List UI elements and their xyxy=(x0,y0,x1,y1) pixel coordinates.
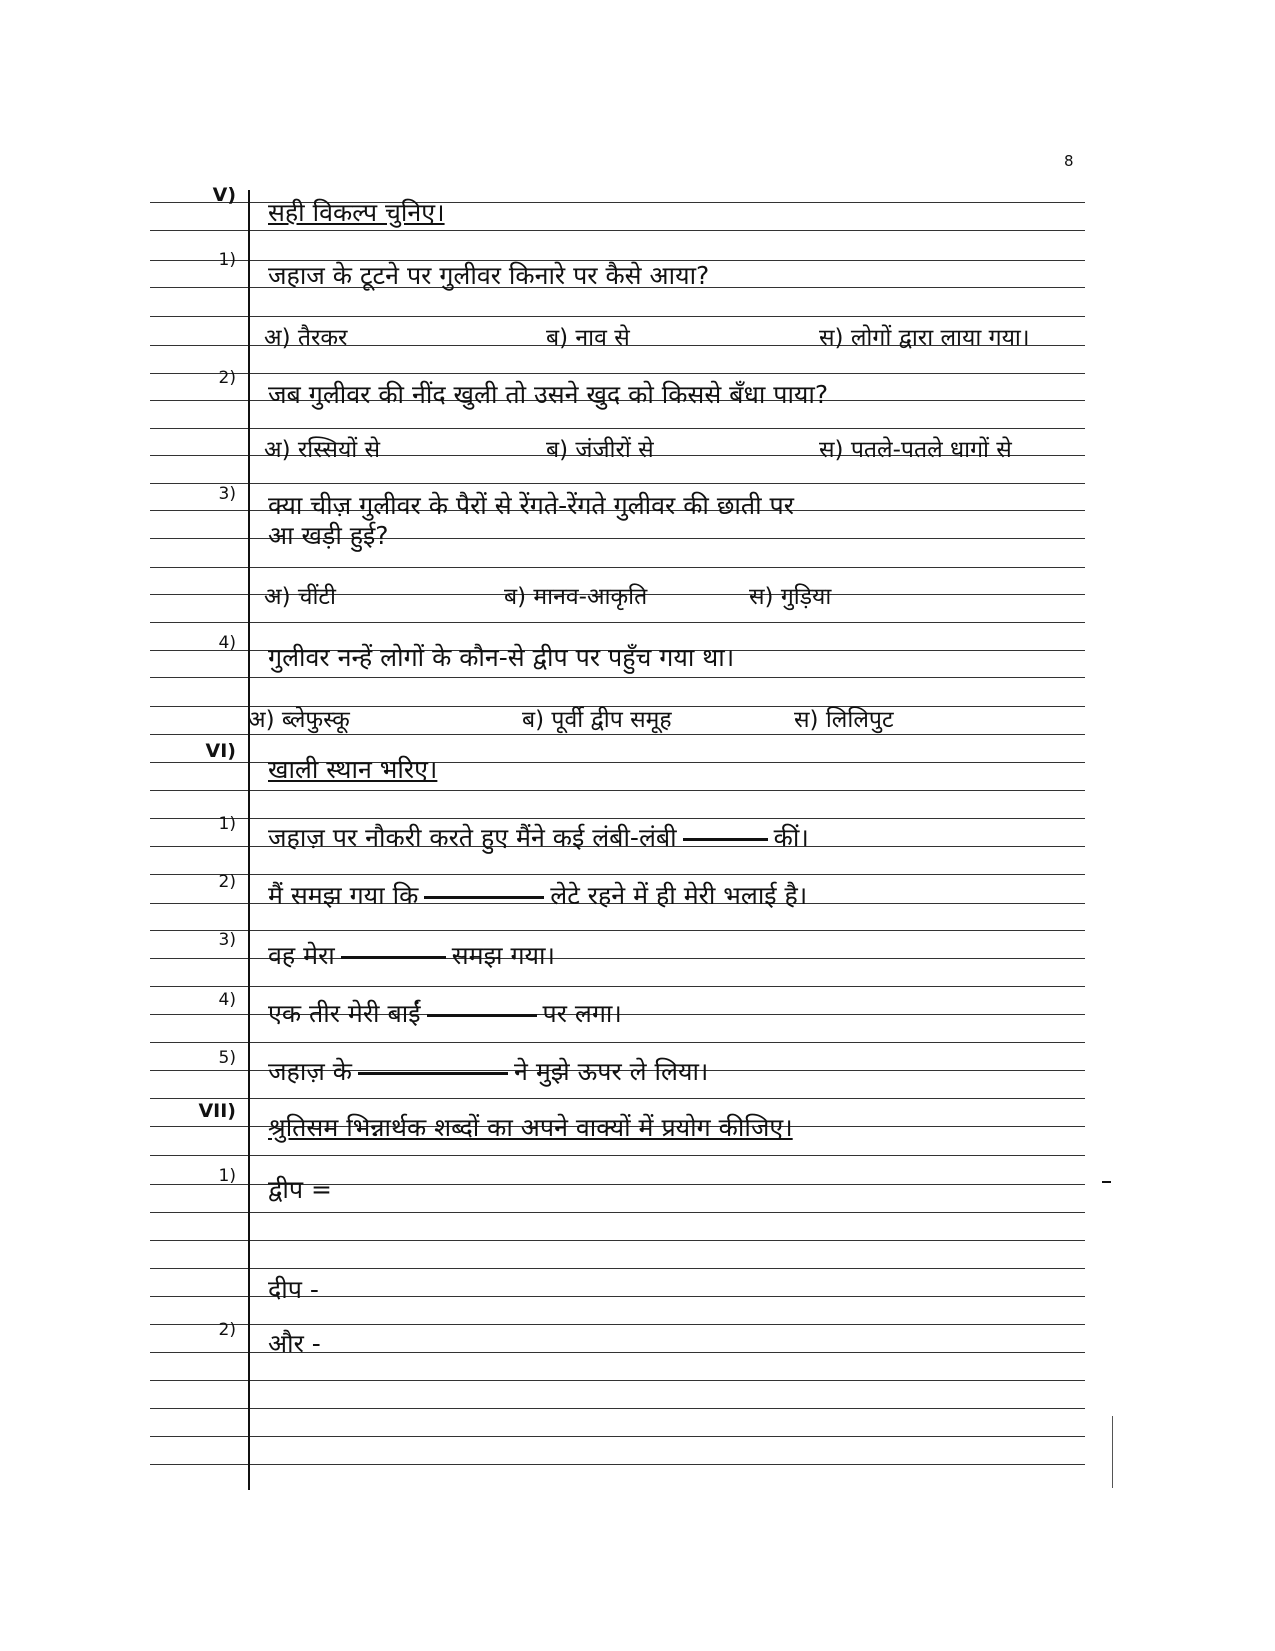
rule-line xyxy=(150,1436,1085,1437)
rule-line xyxy=(150,818,1085,819)
rule-line xyxy=(150,1408,1085,1409)
option: अ) ब्लेफुस्कू xyxy=(248,707,350,733)
rule-line xyxy=(150,1268,1085,1269)
sentence-after: ने मुझे ऊपर ले लिया। xyxy=(514,1057,709,1086)
fill-blank-sentence xyxy=(268,996,622,1030)
fill-blank-sentence xyxy=(268,938,555,972)
rule-line xyxy=(150,373,1085,374)
rule-line xyxy=(150,790,1085,791)
section-number: VII) xyxy=(198,1100,236,1122)
option: स) लिलिपुट xyxy=(794,707,894,733)
sentence-after: समझ गया। xyxy=(451,941,556,970)
rule-line xyxy=(150,622,1085,623)
rule-line xyxy=(150,930,1085,931)
question-text: गुलीवर नन्हें लोगों के कौन-से द्वीप पर पहुँच गया था। xyxy=(268,643,735,672)
sentence-before: मैं समझ गया कि xyxy=(268,881,419,910)
section-heading: सही विकल्प चुनिए। xyxy=(268,198,445,227)
sentence-before: वह मेरा xyxy=(268,941,335,970)
item-number: 1) xyxy=(218,1166,236,1186)
word-prompt: द्वीप = xyxy=(268,1175,332,1204)
option: अ) तैरकर xyxy=(264,325,348,351)
rule-line xyxy=(150,1042,1085,1043)
fill-blank-sentence xyxy=(268,820,809,854)
rule-line xyxy=(150,483,1085,484)
rule-line xyxy=(150,1240,1085,1241)
section-heading: खाली स्थान भरिए। xyxy=(268,755,438,784)
item-number: 1) xyxy=(218,814,236,834)
blank-line[interactable] xyxy=(683,838,768,841)
sentence-after: कीं। xyxy=(773,823,809,852)
rule-line xyxy=(150,316,1085,317)
option: ब) नाव से xyxy=(546,325,630,351)
question-number: 2) xyxy=(218,368,236,388)
question-text: जब गुलीवर की नींद खुली तो उसने खुद को किससे बँधा पाया? xyxy=(268,380,829,409)
blank-line[interactable] xyxy=(341,956,446,959)
fill-blank-sentence xyxy=(268,878,807,912)
question-number: 3) xyxy=(218,484,236,504)
rule-line xyxy=(150,1155,1085,1156)
item-number: 5) xyxy=(218,1048,236,1068)
question-text: जहाज के टूटने पर गुलीवर किनारे पर कैसे आया? xyxy=(268,261,710,290)
option: अ) चींटी xyxy=(264,584,336,610)
page-number: 8 xyxy=(1064,152,1074,170)
question-number: 4) xyxy=(218,633,236,653)
option: अ) रस्सियों से xyxy=(264,437,381,463)
rule-line xyxy=(150,1212,1085,1213)
section-heading: श्रुतिसम भिन्नार्थक शब्दों का अपने वाक्यों में प्रयोग कीजिए। xyxy=(268,1113,793,1142)
sentence-before: जहाज़ के xyxy=(268,1057,352,1086)
margin-line xyxy=(248,190,250,1490)
option: ब) पूर्वी द्वीप समूह xyxy=(522,707,672,733)
edge-dash xyxy=(1102,1181,1111,1183)
option: स) लोगों द्वारा लाया गया। xyxy=(819,325,1030,351)
sentence-before: जहाज़ पर नौकरी करते हुए मैंने कई लंबी-लंबी xyxy=(268,823,677,852)
sentence-after: लेटे रहने में ही मेरी भलाई है। xyxy=(550,881,808,910)
item-number: 3) xyxy=(218,930,236,950)
question-text-continued: आ खड़ी हुई? xyxy=(268,521,389,550)
item-number: 2) xyxy=(218,872,236,892)
item-number: 2) xyxy=(218,1320,236,1340)
section-number: VI) xyxy=(205,740,236,762)
word-prompt: और - xyxy=(268,1329,321,1358)
blank-line[interactable] xyxy=(427,1014,537,1017)
rule-line xyxy=(150,1464,1085,1465)
rule-line xyxy=(150,567,1085,568)
rule-line xyxy=(150,1324,1085,1325)
rule-line xyxy=(150,677,1085,678)
option: ब) जंजीरों से xyxy=(546,437,654,463)
rule-line xyxy=(150,1380,1085,1381)
option: ब) मानव-आकृति xyxy=(504,584,648,610)
rule-line xyxy=(150,1098,1085,1099)
sentence-after: पर लगा। xyxy=(542,999,622,1028)
rule-line xyxy=(150,986,1085,987)
question-number: 1) xyxy=(218,250,236,270)
question-text: क्या चीज़ गुलीवर के पैरों से रेंगते-रेंगते गुलीवर की छाती पर xyxy=(268,491,794,520)
rule-line xyxy=(150,734,1085,735)
rule-line xyxy=(150,874,1085,875)
blank-line[interactable] xyxy=(358,1072,508,1075)
rule-line xyxy=(150,428,1085,429)
edge-mark xyxy=(1112,1416,1113,1488)
option: स) पतले-पतले धागों से xyxy=(819,437,1012,463)
section-number: V) xyxy=(212,184,236,206)
blank-line[interactable] xyxy=(424,896,544,899)
word-prompt: दीप - xyxy=(268,1275,319,1304)
option: स) गुड़िया xyxy=(749,584,832,610)
item-number: 4) xyxy=(218,990,236,1010)
rule-line xyxy=(150,230,1085,231)
fill-blank-sentence xyxy=(268,1054,708,1088)
sentence-before: एक तीर मेरी बाईं xyxy=(268,999,421,1028)
